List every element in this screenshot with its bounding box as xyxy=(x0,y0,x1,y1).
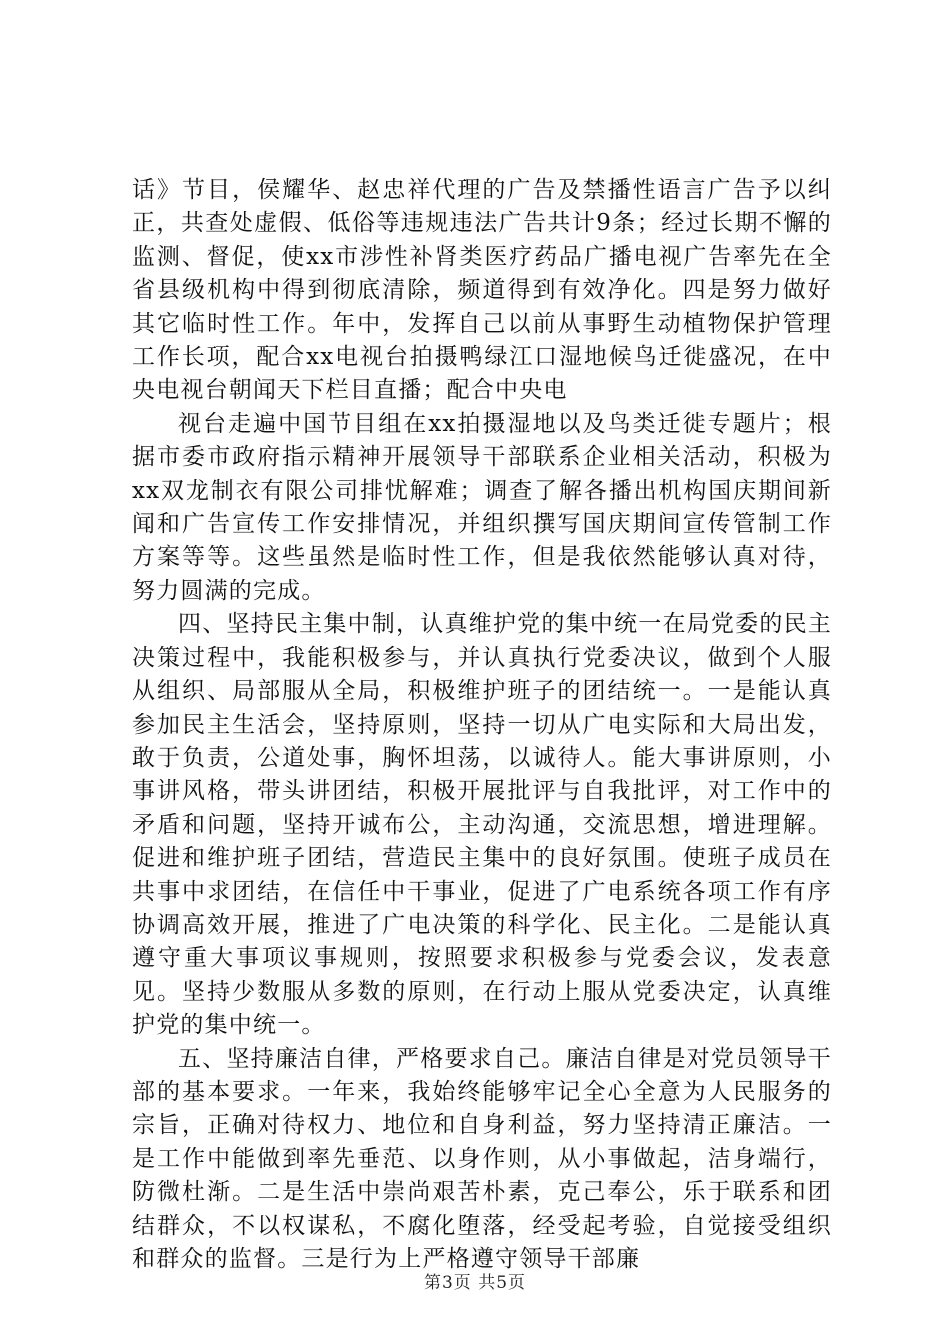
paragraph-3: 四、坚持民主集中制，认真维护党的集中统一在局党委的民主决策过程中，我能积极参与，并认真执行党委决议，做到个人服从组织、局部服从全局，积极维护班子的团结统一。一是能认真参加民主生活会，坚持原则，坚持一切从广电实际和大局出发，敢于负责，公道处事，胸怀坦荡，以诚待人。能大事讲原则，小事讲风格，带头讲团结，积极开展批评与自我批评，对工作中的矛盾和问题，坚持开诚布公，主动沟通，交流思想，增进理解。促进和维护班子团结，营造民主集中的良好氛围。使班子成员在共事中求团结，在信任中干事业，促进了广电系统各项工作有序协调高效开展，推进了广电决策的科学化、民主化。二是能认真遵守重大事项议事规则，按照要求积极参与党委会议，发表意见。坚持少数服从多数的原则，在行动上服从党委决定，认真维护党的集中统一。 xyxy=(132,611,832,1039)
paragraph-1: 话》节目，侯耀华、赵忠祥代理的广告及禁播性语言广告予以纠正，共查处虚假、低俗等违规违法广告共计9条；经过长期不懈的监测、督促，使xx市涉性补肾类医疗药品广播电视广告率先在全省县级机构中得到彻底清除，频道得到有效净化。四是努力做好其它临时性工作。年中，发挥自己以前从事野生动植物保护管理工作长项，配合xx电视台拍摄鸭绿江口湿地候鸟迁徙盛况，在中央电视台朝闻天下栏目直播；配合中央电 xyxy=(132,177,832,404)
paragraph-4: 五、坚持廉洁自律，严格要求自己。廉洁自律是对党员领导干部的基本要求。一年来，我始终能够牢记全心全意为人民服务的宗旨，正确对待权力、地位和自身利益，努力坚持清正廉洁。一是工作中能做到率先垂范、以身作则，从小事做起，洁身端行，防微杜渐。二是生活中崇尚艰苦朴素，克己奉公，乐于联系和团结群众，不以权谋私，不腐化堕落，经受起考验，自觉接受组织和群众的监督。三是行为上严格遵守领导干部廉 xyxy=(132,1045,832,1272)
page-footer: 第3页 共5页 xyxy=(423,1273,527,1293)
paragraph-2: 视台走遍中国节目组在xx拍摄湿地以及鸟类迁徙专题片；根据市委市政府指示精神开展领导干部联系企业相关活动，积极为xx双龙制衣有限公司排忧解难；调查了解各播出机构国庆期间新闻和广告宣传工作安排情况，并组织撰写国庆期间宣传管制工作方案等等。这些虽然是临时性工作，但是我依然能够认真对待，努力圆满的完成。 xyxy=(132,410,832,604)
document-body xyxy=(132,174,832,1276)
